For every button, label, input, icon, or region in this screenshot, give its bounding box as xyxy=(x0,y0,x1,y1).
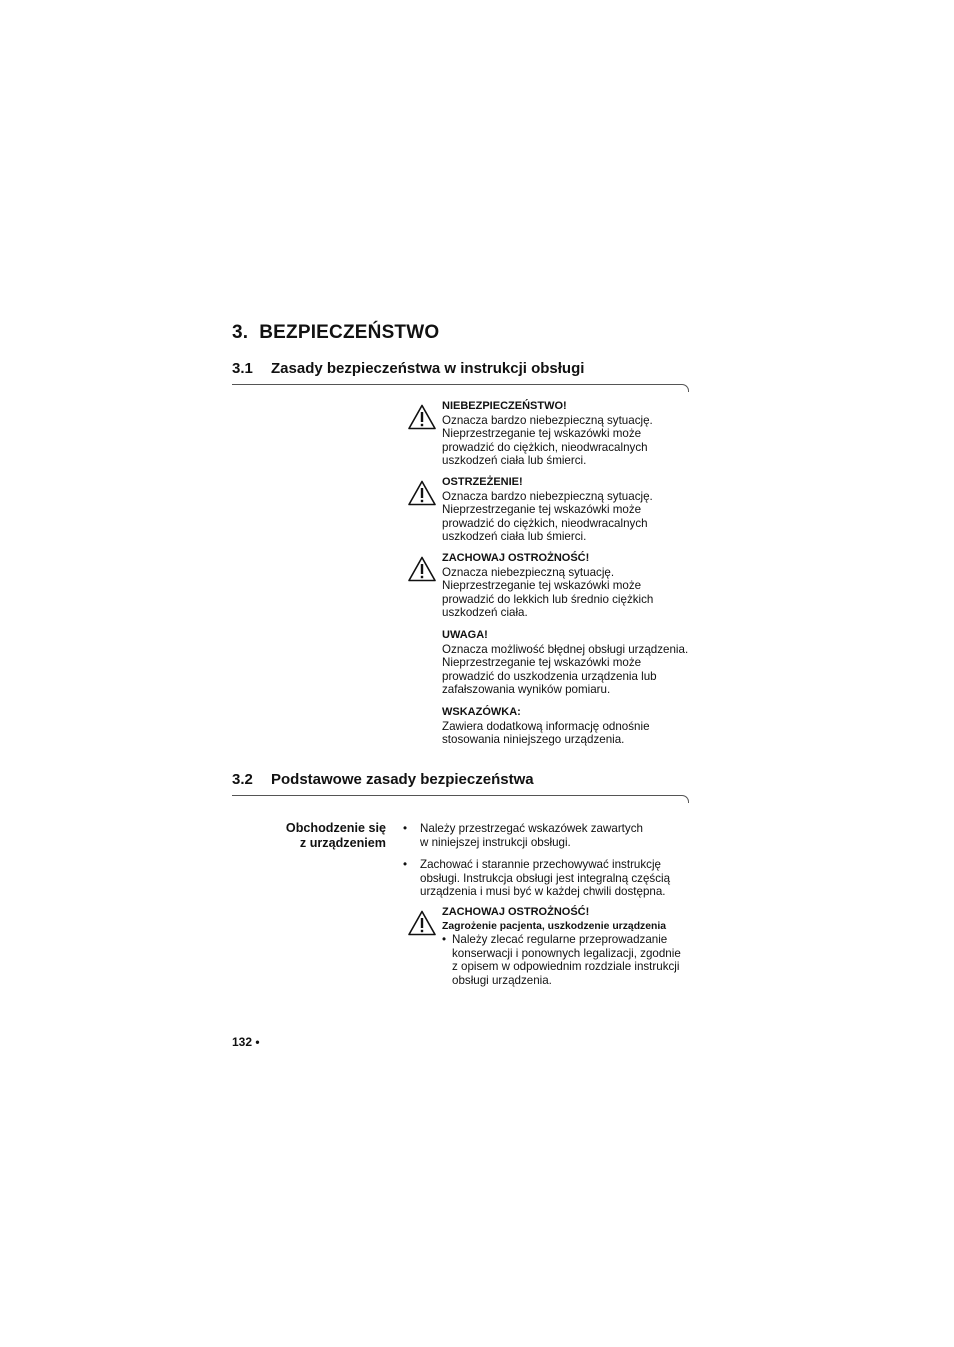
side-label-line: z urządzeniem xyxy=(299,836,386,850)
caution-line: obsługi urządzenia. xyxy=(452,973,552,987)
bullet: • xyxy=(403,858,408,871)
notice-line: Nieprzestrzeganie tej wskazówki może xyxy=(442,579,642,593)
notice-line: uszkodzeń ciała lub śmierci. xyxy=(442,454,587,468)
warning-triangle-icon xyxy=(408,556,436,582)
notice-warning xyxy=(442,476,702,544)
notice-line: Oznacza bardzo niebezpieczną sytuację. xyxy=(442,413,653,427)
list-item-line: urządzenia i musi być w każdej chwili dostępna. xyxy=(420,885,666,899)
list-item-line: w niniejszej instrukcji obsługi. xyxy=(420,835,571,849)
notice-line: uszkodzeń ciała. xyxy=(442,606,528,620)
notice-line: prowadzić do uszkodzenia urządzenia lub xyxy=(442,669,657,683)
list-item-line: obsługi. Instrukcja obsługi jest integralną częścią xyxy=(420,871,671,885)
bullet-list xyxy=(403,822,693,849)
notice-title: NIEBEZPIECZEŃSTWO! xyxy=(442,400,567,412)
list-item-line: Zachować i starannie przechowywać instrukcję xyxy=(420,858,661,871)
notice-title: UWAGA! xyxy=(442,629,488,641)
section-divider-corner xyxy=(681,795,689,803)
notice-line: prowadzić do ciężkich, nieodwracalnych xyxy=(442,440,648,454)
notice-line: Nieprzestrzeganie tej wskazówki może xyxy=(442,503,642,517)
notice-title: OSTRZEŻENIE! xyxy=(442,476,523,488)
section-divider-corner xyxy=(681,384,689,392)
list-item xyxy=(403,858,693,899)
page-number: 132 • xyxy=(232,1035,260,1049)
warning-triangle-icon xyxy=(408,480,436,506)
warning-triangle-icon xyxy=(408,910,436,936)
section-divider xyxy=(232,795,682,796)
bullet-list xyxy=(403,858,693,899)
caution-line: z opisem w odpowiednim rozdziale instrukcji xyxy=(452,960,680,974)
chapter-title: BEZPIECZEŃSTWO xyxy=(259,322,440,343)
notice-attention xyxy=(442,629,702,697)
caution-line: konserwacji i ponownych legalizacji, zgodnie xyxy=(452,946,681,960)
section-title: Zasady bezpieczeństwa w instrukcji obsługi xyxy=(271,360,585,377)
side-label-line: Obchodzenie się xyxy=(285,821,386,835)
notice-line: Oznacza możliwość błędnej obsługi urządzenia. xyxy=(442,642,689,656)
section-number: 3.2 xyxy=(232,771,253,788)
notice-caution xyxy=(442,552,702,620)
caution-line: Należy zlecać regularne przeprowadzanie xyxy=(452,933,668,947)
notice-line: Oznacza bardzo niebezpieczną sytuację. xyxy=(442,489,653,503)
caution-list-item xyxy=(442,933,692,987)
notice-line: zafałszowania wyników pomiaru. xyxy=(442,683,611,697)
notice-line: Oznacza niebezpieczną sytuację. xyxy=(442,565,615,579)
notice-hint xyxy=(442,706,702,747)
notice-line: uszkodzeń ciała lub śmierci. xyxy=(442,530,587,544)
chapter-heading xyxy=(232,322,439,344)
caution-title: ZACHOWAJ OSTROŻNOŚĆ! xyxy=(442,906,590,918)
section-number: 3.1 xyxy=(232,360,253,377)
chapter-number: 3. xyxy=(232,322,249,343)
notice-line: Nieprzestrzeganie tej wskazówki może xyxy=(442,427,642,441)
warning-triangle-icon xyxy=(408,404,436,430)
section-heading-3-2 xyxy=(232,771,534,788)
bullet: • xyxy=(442,933,447,947)
caution-subtitle: Zagrożenie pacjenta, uszkodzenie urządzenia xyxy=(442,920,667,932)
bullet: • xyxy=(403,822,408,835)
notice-title: WSKAZÓWKA: xyxy=(442,706,521,718)
notice-danger xyxy=(442,400,702,468)
notice-line: prowadzić do lekkich lub średnio ciężkich xyxy=(442,592,654,606)
notice-title: ZACHOWAJ OSTROŻNOŚĆ! xyxy=(442,552,590,564)
section-heading-3-1 xyxy=(232,360,584,377)
side-label xyxy=(262,821,386,851)
list-item-line: Należy przestrzegać wskazówek zawartych xyxy=(420,822,643,835)
list-item xyxy=(403,822,693,849)
section-title: Podstawowe zasady bezpieczeństwa xyxy=(271,771,534,788)
notice-line: Zawiera dodatkową informację odnośnie xyxy=(442,719,650,733)
notice-line: Nieprzestrzeganie tej wskazówki może xyxy=(442,656,642,670)
notice-line: prowadzić do ciężkich, nieodwracalnych xyxy=(442,516,648,530)
notice-line: stosowania niniejszego urządzenia. xyxy=(442,733,625,747)
caution-block xyxy=(442,906,692,988)
section-divider xyxy=(232,384,682,385)
